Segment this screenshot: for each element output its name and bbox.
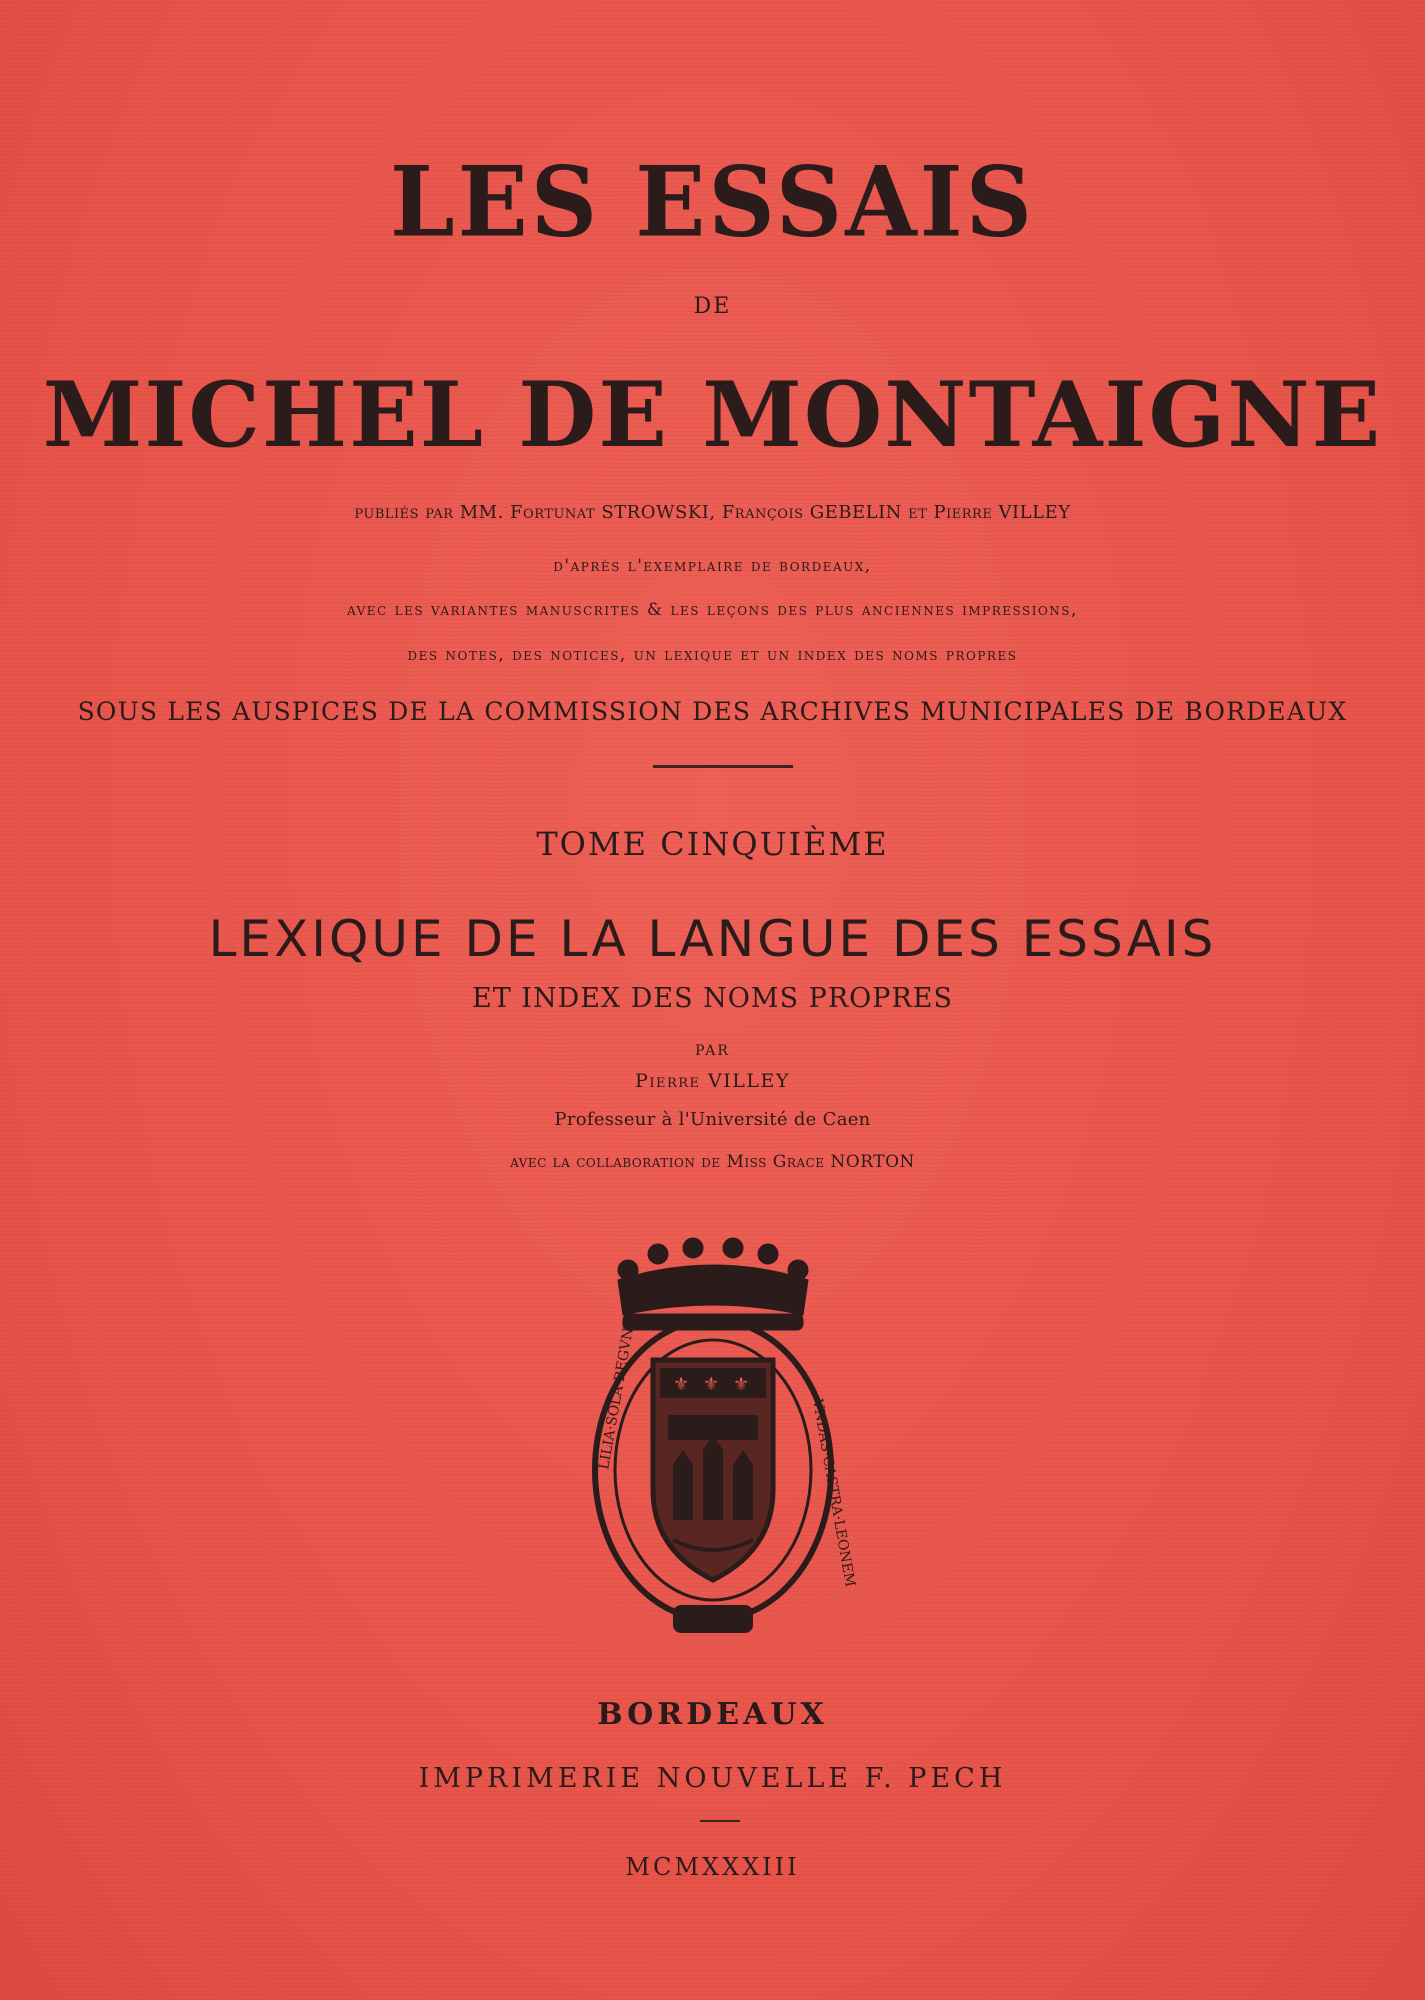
title-de: DE: [693, 294, 732, 319]
small-divider-rule: [700, 1820, 740, 1822]
notes-line: des notes, des notices, un lexique et un index des noms propres: [407, 645, 1018, 665]
svg-text:LILIA·SOLA·REGVNT: LILIA·SOLA·REGVNT: [596, 1317, 639, 1471]
publication-year: MCMXXXIII: [625, 1853, 800, 1881]
svg-text:⚜: ⚜: [703, 1374, 720, 1395]
subtitle-index: ET INDEX DES NOMS PROPRES: [471, 983, 953, 1014]
author-title-line: Professeur à l'Université de Caen: [554, 1109, 871, 1130]
published-by-line: publiés par MM. Fortunat STROWSKI, François GEBELIN et Pierre VILLEY: [354, 502, 1071, 523]
svg-text:⚜: ⚜: [673, 1374, 690, 1395]
variants-line: avec les variantes manuscrites & les leçons des plus anciennes impressions,: [347, 600, 1078, 620]
author-line: Pierre VILLEY: [635, 1070, 790, 1092]
par-label: PAR: [695, 1043, 730, 1059]
svg-text:VNDAS·CASTRA·LEONEM: VNDAS·CASTRA·LEONEM: [809, 1397, 858, 1589]
volume-label: TOME CINQUIÈME: [536, 825, 889, 863]
title-author-name: MICHEL DE MONTAIGNE: [42, 362, 1383, 468]
svg-text:⚜: ⚜: [733, 1374, 750, 1395]
collaboration-line: avec la collaboration de Miss Grace NORTON: [510, 1152, 915, 1172]
auspices-line: SOUS LES AUSPICES DE LA COMMISSION DES ARCHIVES MUNICIPALES DE BORDEAUX: [77, 697, 1348, 726]
printer-name: IMPRIMERIE NOUVELLE F. PECH: [418, 1763, 1007, 1794]
after-copy-line: d'après l'exemplaire de bordeaux,: [553, 556, 872, 576]
subtitle-lexique: LEXIQUE DE LA LANGUE DES ESSAIS: [208, 910, 1217, 968]
divider-rule: [653, 765, 793, 768]
title-les-essais: LES ESSAIS: [389, 145, 1036, 259]
publication-city: BORDEAUX: [597, 1697, 828, 1732]
bordeaux-coat-of-arms-icon: [578, 1240, 858, 1640]
